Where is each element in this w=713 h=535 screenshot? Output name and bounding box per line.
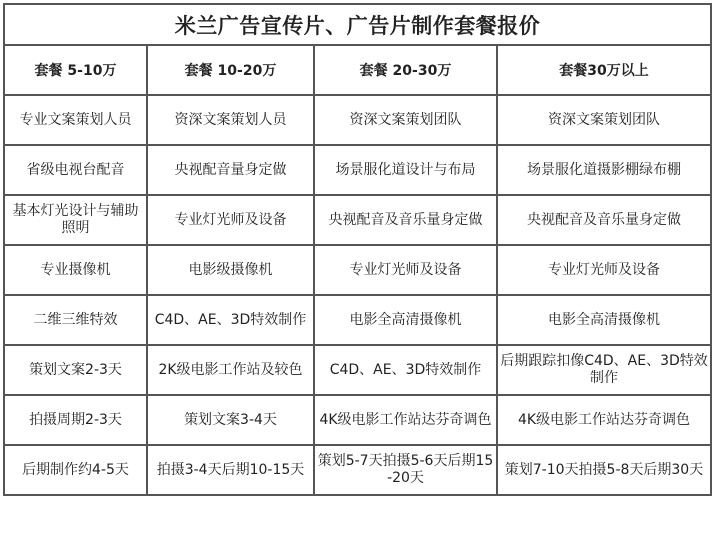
table-cell: 央视配音及音乐量身定做 xyxy=(314,195,497,245)
table-row xyxy=(4,295,711,345)
table-cell: C4D、AE、3D特效制作 xyxy=(147,295,314,345)
package-header-10-20: 套餐 10-20万 xyxy=(147,45,314,95)
table-row xyxy=(4,95,711,145)
table-cell: 电影全高清摄像机 xyxy=(314,295,497,345)
table-row xyxy=(4,145,711,195)
table-cell: 场景服化道设计与布局 xyxy=(314,145,497,195)
table-row xyxy=(4,395,711,445)
table-cell: 资深文案策划人员 xyxy=(147,95,314,145)
package-header-30-plus: 套餐30万以上 xyxy=(497,45,711,95)
table-cell: 场景服化道摄影棚绿布棚 xyxy=(497,145,711,195)
table-row xyxy=(4,245,711,295)
table-cell: 策划文案3-4天 xyxy=(147,395,314,445)
table-cell: 策划文案2-3天 xyxy=(4,345,147,395)
table-cell: 2K级电影工作站及较色 xyxy=(147,345,314,395)
table-cell: 后期跟踪扣像C4D、AE、3D特效制作 xyxy=(497,345,711,395)
header-row xyxy=(4,45,711,95)
table-cell: 4K级电影工作站达芬奇调色 xyxy=(314,395,497,445)
table-cell: 专业摄像机 xyxy=(4,245,147,295)
table-cell: 专业灯光师及设备 xyxy=(147,195,314,245)
table-title: 米兰广告宣传片、广告片制作套餐报价 xyxy=(4,4,711,45)
title-row xyxy=(4,4,711,45)
table-cell: 二维三维特效 xyxy=(4,295,147,345)
table-cell: 专业文案策划人员 xyxy=(4,95,147,145)
table-cell: 资深文案策划团队 xyxy=(497,95,711,145)
price-table xyxy=(3,3,712,496)
table-cell: C4D、AE、3D特效制作 xyxy=(314,345,497,395)
table-cell: 拍摄3-4天后期10-15天 xyxy=(147,445,314,495)
table-cell: 策划5-7天拍摄5-6天后期15-20天 xyxy=(314,445,497,495)
table-cell: 后期制作约4-5天 xyxy=(4,445,147,495)
table-cell: 专业灯光师及设备 xyxy=(314,245,497,295)
table-cell: 资深文案策划团队 xyxy=(314,95,497,145)
table-cell: 央视配音及音乐量身定做 xyxy=(497,195,711,245)
table-cell: 电影级摄像机 xyxy=(147,245,314,295)
table-cell: 专业灯光师及设备 xyxy=(497,245,711,295)
package-header-5-10: 套餐 5-10万 xyxy=(4,45,147,95)
table-cell: 拍摄周期2-3天 xyxy=(4,395,147,445)
price-table-container xyxy=(3,3,712,496)
table-cell: 策划7-10天拍摄5-8天后期30天 xyxy=(497,445,711,495)
table-row xyxy=(4,445,711,495)
table-cell: 省级电视台配音 xyxy=(4,145,147,195)
table-row xyxy=(4,195,711,245)
table-cell: 央视配音量身定做 xyxy=(147,145,314,195)
table-cell: 基本灯光设计与辅助照明 xyxy=(4,195,147,245)
table-cell: 电影全高清摄像机 xyxy=(497,295,711,345)
package-header-20-30: 套餐 20-30万 xyxy=(314,45,497,95)
table-cell: 4K级电影工作站达芬奇调色 xyxy=(497,395,711,445)
table-row xyxy=(4,345,711,395)
